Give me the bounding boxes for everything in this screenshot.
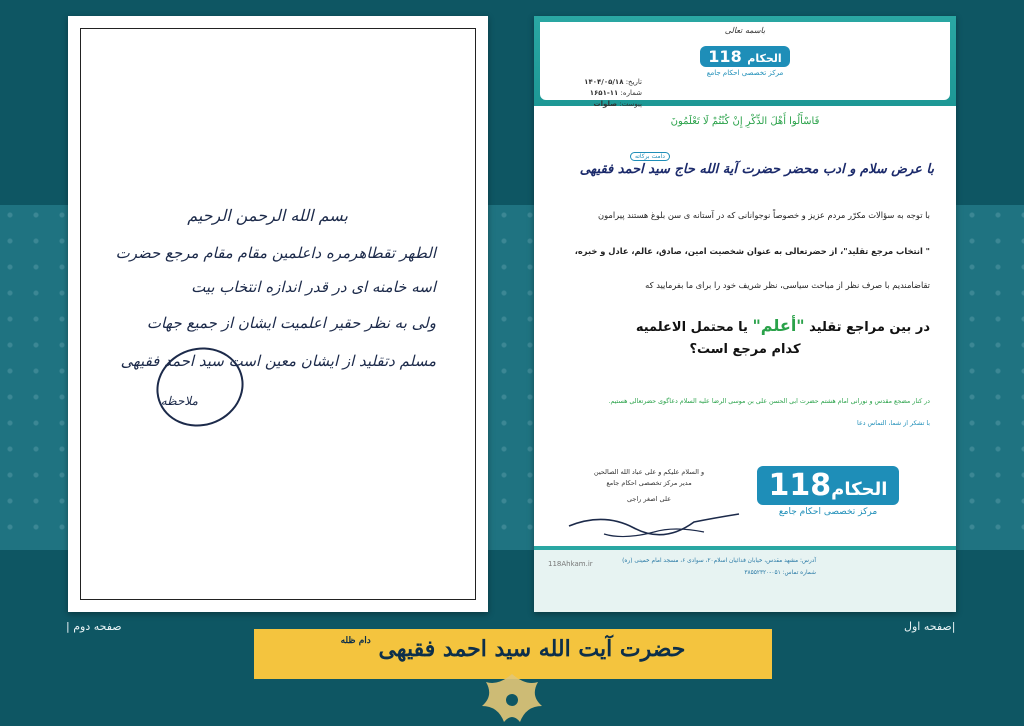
body-line: " انتخاب مرجع تقلید"، از حضرتعالی به عنوان شخصیت امین، صادق، عالم، عادل و خبره، — [574, 246, 930, 256]
meta-value: ۱۴۰۴/۰۵/۱۸ — [584, 78, 624, 86]
large-logo-badge — [757, 466, 900, 505]
logo-word: الحکام — [831, 479, 888, 500]
meta-label: شماره: — [620, 89, 642, 97]
handwritten-line: مسلم دتقلید از ایشان معین است سید احمد فقیهی — [120, 352, 436, 370]
quran-verse: فَاسْأَلُوا أَهْلَ الذِّكْرِ إِنْ كُنْتُمْ لَا تَعْلَمُونَ — [670, 116, 820, 127]
handwritten-letter-page — [68, 16, 488, 612]
logo-badge — [700, 46, 789, 67]
logo-number: 118 — [768, 468, 832, 503]
title-honorific: دام ظله — [340, 636, 371, 646]
dua-line: در کنار مضجع مقدس و نورانی امام هشتم حضرت ابی الحسن علی بن موسی الرضا علیه السلام دعاگوی حضرتعالی هستیم. — [608, 398, 930, 405]
address: آدرس: مشهد مقدس، خیابان فدائیان اسلام۲۰، سوادی ۶، مسجد امام خمینی (ره) — [622, 558, 816, 564]
closing-line: مدیر مرکز تخصصی احکام جامع — [606, 479, 692, 487]
meta-label: تاریخ: — [625, 78, 642, 86]
center-name: مرکز تخصصی احکام جامع — [778, 507, 878, 517]
handwritten-line: بسم الله الرحمن الرحیم — [187, 206, 348, 225]
title-text: حضرت آیت الله سید احمد فقیهی — [378, 636, 686, 662]
question-line — [636, 316, 930, 335]
question-text: یا محتمل الاعلمیه — [635, 320, 748, 335]
letter-meta — [556, 78, 642, 108]
meta-value: صلوات — [593, 100, 617, 108]
closing-block — [574, 468, 724, 503]
header-logo — [534, 46, 956, 77]
signature — [564, 504, 744, 544]
page-one-caption: |صفحه اول — [904, 620, 956, 633]
meta-label: پیوست: — [619, 100, 642, 108]
meta-value: ۱۱-۱۶۵۱ — [589, 89, 619, 97]
letter-footer — [534, 546, 956, 612]
handwritten-line: اسه خامنه ای در قدر اندازه انتخاب بیت — [191, 278, 436, 296]
large-logo — [748, 466, 908, 517]
closing-line: علی اصغر راجی — [626, 495, 671, 503]
phone: شماره تماس: ۰۵۱-۳۸۵۵۲۳۲۰ — [744, 570, 816, 576]
question-highlight: "أعلم" — [752, 316, 805, 335]
heading-small: باسمه تعالی — [724, 26, 766, 35]
logo-word: الحکام — [747, 52, 782, 65]
handwritten-line: ملاحظه — [160, 394, 198, 408]
website: 118Ahkam.ir — [548, 560, 593, 568]
handwritten-line: الطهر تقطاهرمره داعلمین مقام مقام مرجع حضرت — [115, 244, 436, 262]
honorific-badge: دامت برکاته — [630, 152, 670, 161]
page-two-caption: صفحه دوم | — [66, 620, 122, 633]
handwritten-line: ولی به نظر حقیر اعلمیت ایشان از جمیع جهات — [146, 314, 436, 332]
question-text: در بین مراجع تقلید — [809, 320, 930, 335]
closing-line: و السلام علیکم و علی عباد الله الصالحین — [593, 468, 705, 476]
question-line-2: کدام مرجع است؟ — [689, 342, 801, 357]
page-title — [254, 636, 772, 662]
greeting: با عرض سلام و ادب محضر حضرت آیة الله حاج سید احمد فقیهی — [579, 162, 934, 177]
body-line: تقاضامندیم با صرف نظر از مباحث سیاسی، نظر شریف خود را برای ما بفرمایید که — [645, 280, 930, 290]
body-line: با توجه به سؤالات مکرّر مردم عزیز و خصوصاً نوجوانانی که در آستانه ی سن بلوغ هستند پیرامون — [598, 210, 930, 220]
logo-number: 118 — [708, 47, 742, 66]
thanks-line: با تشکر از شما، التماس دعا — [857, 420, 930, 427]
ornament-icon — [480, 672, 544, 726]
official-letter-page — [534, 16, 956, 612]
center-name: مرکز تخصصی احکام جامع — [706, 69, 784, 77]
